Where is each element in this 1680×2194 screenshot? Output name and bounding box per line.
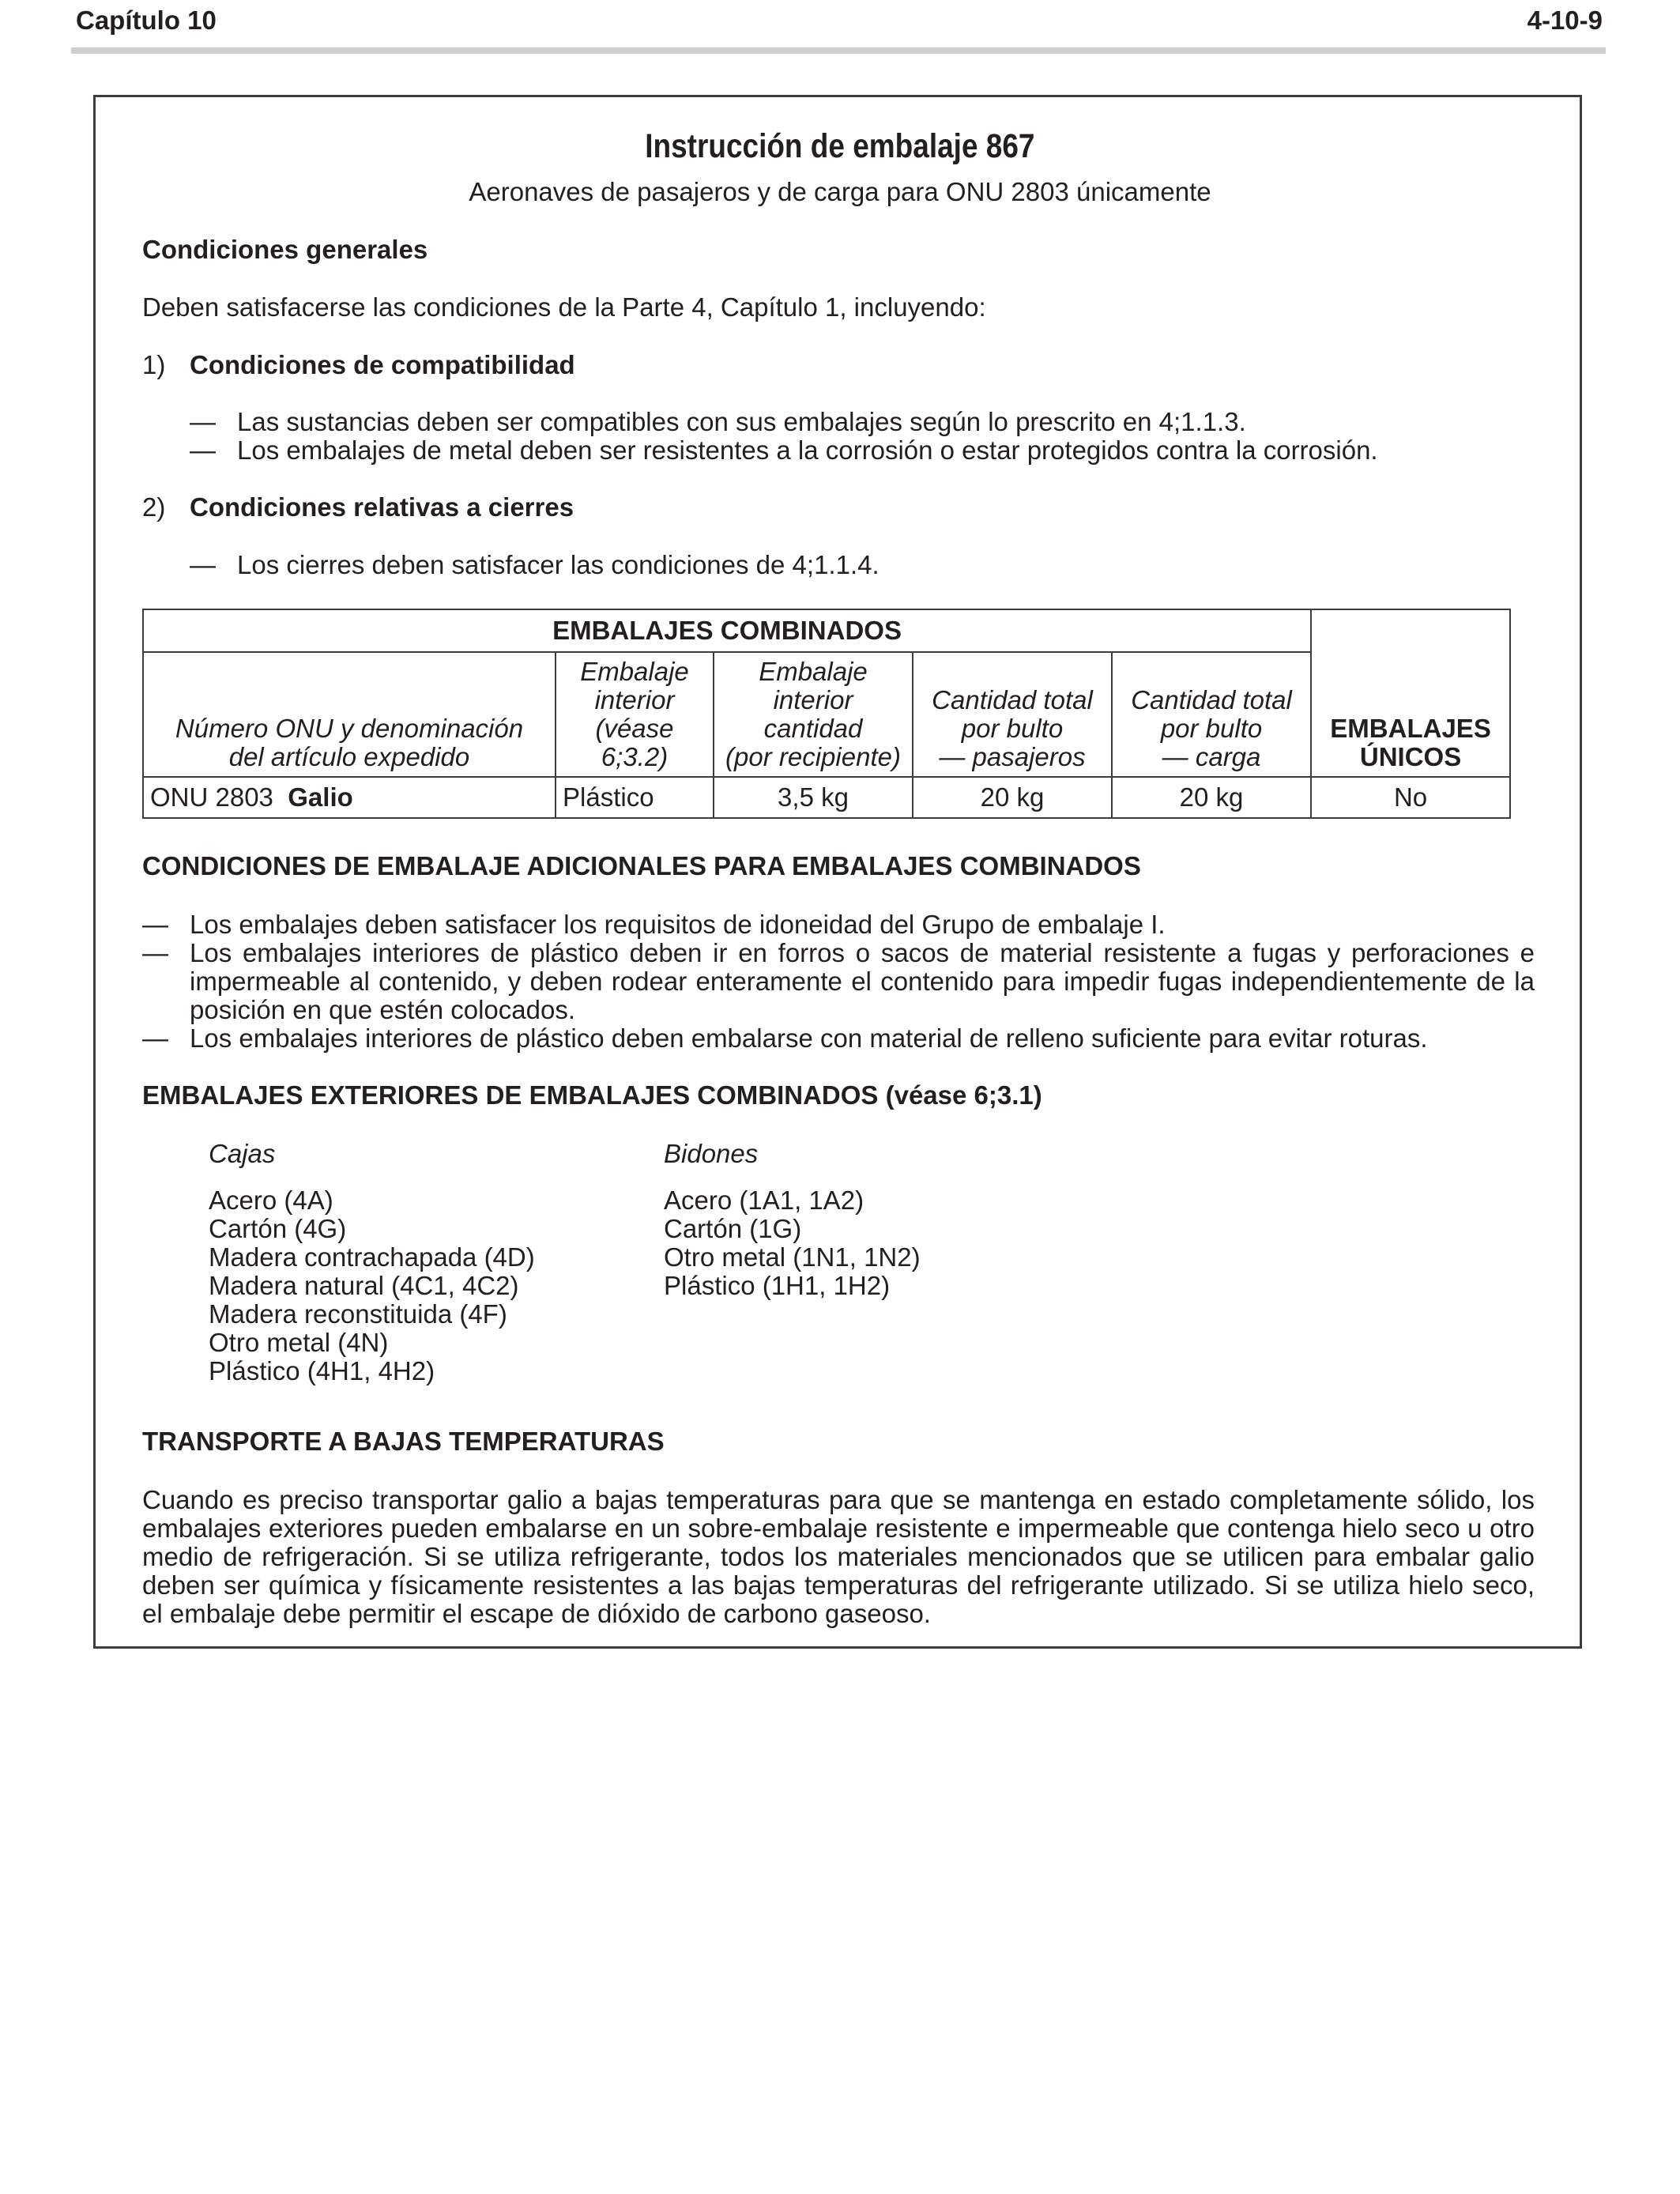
general-intro: Deben satisfacerse las condiciones de la Parte 4, Capítulo 1, incluyendo: (142, 292, 986, 322)
cell-un: ONU 2803 Galio (143, 777, 556, 818)
col-header-total-passenger: Cantidad total por bulto — pasajeros (913, 652, 1112, 777)
col-header-inner-quantity: Embalaje interior cantidad (por recipiente) (714, 652, 913, 777)
list-item: — Las sustancias deben ser compatibles con sus embalajes según lo prescrito en 4;1.1.3. (190, 407, 1246, 436)
condition-1-number: 1) (142, 350, 166, 379)
table-row (143, 777, 1510, 818)
boxes-title: Cajas (209, 1139, 276, 1168)
single-packagings-header: EMBALAJES ÚNICOS (1311, 609, 1510, 777)
page-title: Instrucción de embalaje 867 (645, 127, 1035, 165)
cell-single: No (1311, 777, 1510, 818)
cell-qty: 3,5 kg (714, 777, 913, 818)
dash: — (190, 435, 216, 465)
condition-2-number: 2) (142, 492, 166, 522)
dash: — (142, 1023, 168, 1053)
list-item: — Los cierres deben satisfacer las condiciones de 4;1.1.4. (190, 550, 880, 579)
cell-pax: 20 kg (913, 777, 1112, 818)
page-number: 4-10-9 (1527, 6, 1603, 35)
list-item: Cartón (4G) (209, 1214, 347, 1243)
list-item: — Los embalajes deben satisfacer los requisitos de idoneidad del Grupo de embalaje I. (142, 910, 1166, 939)
outer-heading: EMBALAJES EXTERIORES DE EMBALAJES COMBINADOS (véase 6;3.1) (142, 1080, 1042, 1110)
page-subtitle: Aeronaves de pasajeros y de carga para ONU 2803 únicamente (469, 177, 1211, 206)
list-item: Madera reconstituida (4F) (209, 1299, 507, 1329)
list-item: Otro metal (4N) (209, 1328, 389, 1357)
cell-cargo: 20 kg (1112, 777, 1311, 818)
dash: — (190, 407, 216, 436)
low-temp-heading: TRANSPORTE A BAJAS TEMPERATURAS (142, 1427, 665, 1456)
list-item: Madera natural (4C1, 4C2) (209, 1271, 519, 1300)
list-item: Madera contrachapada (4D) (209, 1242, 535, 1272)
list-item: — Los embalajes de metal deben ser resistentes a la corrosión o estar protegidos contra la corrosión. (190, 435, 1378, 465)
packaging-table (142, 609, 1511, 819)
chapter-label: Capítulo 10 (76, 6, 217, 35)
list-item: Acero (1A1, 1A2) (664, 1186, 864, 1215)
list-item: Los embalajes interiores de plástico deben ir en forros o sacos de material resistente a fugas y perforaciones e impermeable al contenido, y deben rodear enteramente el contenido para impedir fugas independientemente de la posición en que estén colocados. (190, 938, 1535, 1024)
col-header-total-cargo: Cantidad total por bulto — carga (1112, 652, 1311, 777)
list-item: Plástico (1H1, 1H2) (664, 1271, 891, 1300)
cell-inner: Plástico (556, 777, 714, 818)
dash: — (142, 910, 168, 939)
condition-2-heading: Condiciones relativas a cierres (190, 492, 574, 522)
condition-1-heading: Condiciones de compatibilidad (190, 350, 575, 379)
drums-list (664, 1186, 921, 1300)
list-item: Cartón (1G) (664, 1214, 802, 1243)
col-header-inner-packaging: Embalaje interior (véase 6;3.2) (556, 652, 714, 777)
drums-title: Bidones (664, 1139, 759, 1168)
col-header-un: Número ONU y denominación del artículo expedido (143, 652, 556, 777)
additional-heading: CONDICIONES DE EMBALAJE ADICIONALES PARA EMBALAJES COMBINADOS (142, 851, 1141, 880)
list-item: Plástico (4H1, 4H2) (209, 1356, 435, 1385)
list-item: Acero (4A) (209, 1186, 333, 1215)
low-temp-text: Cuando es preciso transportar galio a bajas temperaturas para que se mantenga en estado completamente sólido, los embalajes exteriores pueden embalarse en un sobre-embalaje resistente e impermeable que contenga hielo seco u otro medio de refrigeración. Si se utiliza refrigerante, todos los materiales mencionados que se utilicen para embalar galio deben ser química y físicamente resistentes a las bajas temperaturas del refrigerante utilizado. Si se utiliza hielo seco, el embalaje debe permitir el escape de dióxido de carbono gaseoso. (142, 1485, 1535, 1628)
list-item: Otro metal (1N1, 1N2) (664, 1242, 921, 1272)
combined-packagings-header: EMBALAJES COMBINADOS (143, 609, 1311, 652)
general-conditions-heading: Condiciones generales (142, 235, 428, 264)
dash: — (142, 938, 168, 967)
dash: — (190, 550, 216, 579)
list-item: — Los embalajes interiores de plástico deben embalarse con material de relleno suficiente para evitar roturas. (142, 1023, 1428, 1053)
boxes-list (209, 1186, 535, 1385)
header-rule (71, 47, 1606, 54)
